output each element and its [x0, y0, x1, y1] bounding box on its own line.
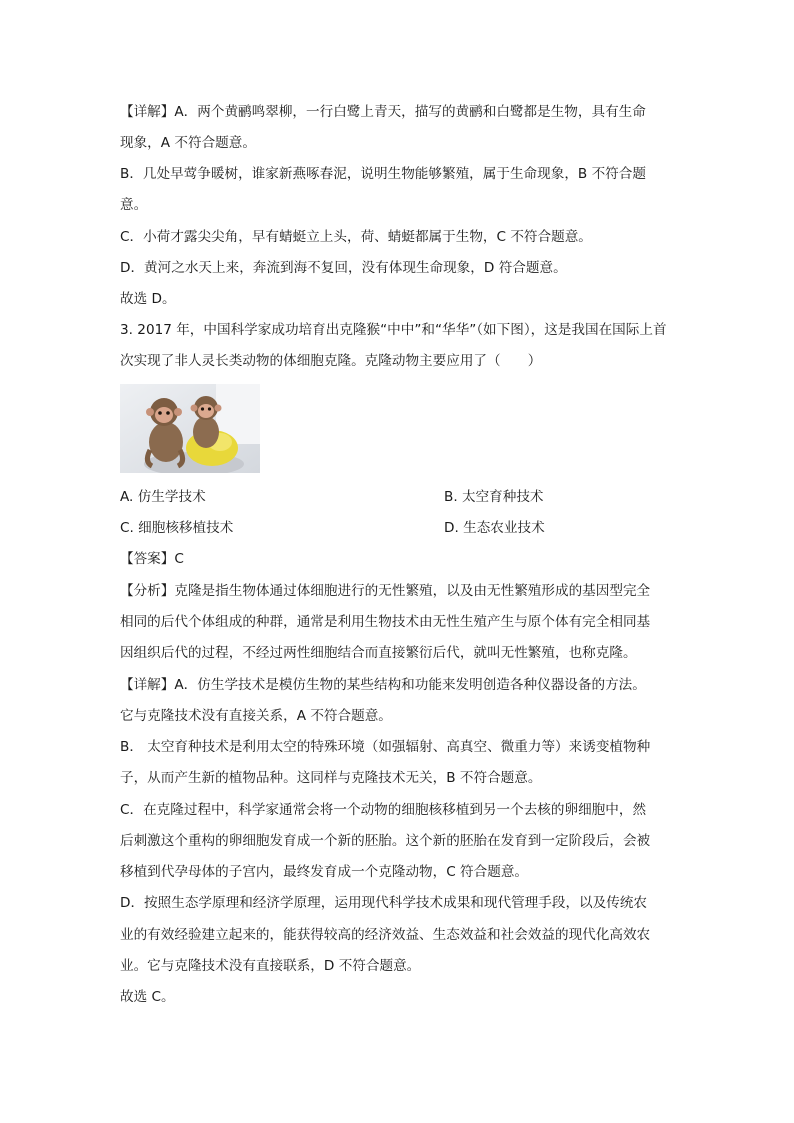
text-line: 移植到代孕母体的子宫内，最终发育成一个克隆动物，C 符合题意。	[120, 864, 529, 880]
text-line: 【详解】A．两个黄鹂鸣翠柳，一行白鹭上青天，描写的黄鹂和白鹭都是生物，具有生命	[120, 104, 646, 120]
text-line: 故选 C。	[120, 989, 175, 1005]
answer-line: 【答案】C	[120, 551, 184, 567]
option-b: B. 太空育种技术	[444, 489, 544, 505]
text-line: B．几处早莺争暖树，谁家新燕啄春泥，说明生物能够繁殖，属于生命现象，B 不符合题	[120, 166, 646, 182]
text-line: 它与克隆技术没有直接关系，A 不符合题意。	[120, 708, 392, 724]
text-line: C．小荷才露尖尖角，早有蜻蜓立上头，荷、蜻蜓都属于生物，C 不符合题意。	[120, 229, 592, 245]
monkey-illustration	[120, 384, 260, 473]
text-line: 【分析】克隆是指生物体通过体细胞进行的无性繁殖，以及由无性繁殖形成的基因型完全	[120, 583, 651, 599]
text-line: 故选 D。	[120, 291, 176, 307]
option-d: D. 生态农业技术	[444, 520, 545, 536]
text-line: D．黄河之水天上来，奔流到海不复回，没有体现生命现象，D 符合题意。	[120, 260, 567, 276]
option-c: C. 细胞核移植技术	[120, 520, 234, 536]
option-a: A. 仿生学技术	[120, 489, 206, 505]
text-line: 业的有效经验建立起来的，能获得较高的经济效益、生态效益和社会效益的现代化高效农	[120, 927, 651, 943]
text-line: 子，从而产生新的植物品种。这同样与克隆技术无关，B 不符合题意。	[120, 770, 542, 786]
question-stem: 次实现了非人灵长类动物的体细胞克隆。克隆动物主要应用了（ ）	[120, 353, 542, 369]
question-stem: 3. 2017 年，中国科学家成功培育出克隆猴“中中”和“华华”（如下图），这是我国在国际上首	[120, 322, 667, 338]
text-line: 现象，A 不符合题意。	[120, 135, 256, 151]
cloned-monkeys-photo	[120, 384, 260, 473]
text-line: 相同的后代个体组成的种群，通常是利用生物技术由无性生殖产生与原个体有完全相同基	[120, 614, 651, 630]
text-line: C．在克隆过程中，科学家通常会将一个动物的细胞核移植到另一个去核的卵细胞中，然	[120, 802, 647, 818]
text-line: 【详解】A．仿生学技术是模仿生物的某些结构和功能来发明创造各种仪器设备的方法。	[120, 677, 646, 693]
text-line: D．按照生态学原理和经济学原理，运用现代科学技术成果和现代管理手段，以及传统农	[120, 895, 648, 911]
text-line: B． 太空育种技术是利用太空的特殊环境（如强辐射、高真空、微重力等）来诱变植物种	[120, 739, 651, 755]
text-line: 后刺激这个重构的卵细胞发育成一个新的胚胎。这个新的胚胎在发育到一定阶段后，会被	[120, 833, 651, 849]
text-line: 因组织后代的过程，不经过两性细胞结合而直接繁衍后代，就叫无性繁殖，也称克隆。	[120, 645, 637, 661]
text-line: 意。	[120, 197, 148, 213]
text-line: 业。它与克隆技术没有直接联系，D 不符合题意。	[120, 958, 421, 974]
